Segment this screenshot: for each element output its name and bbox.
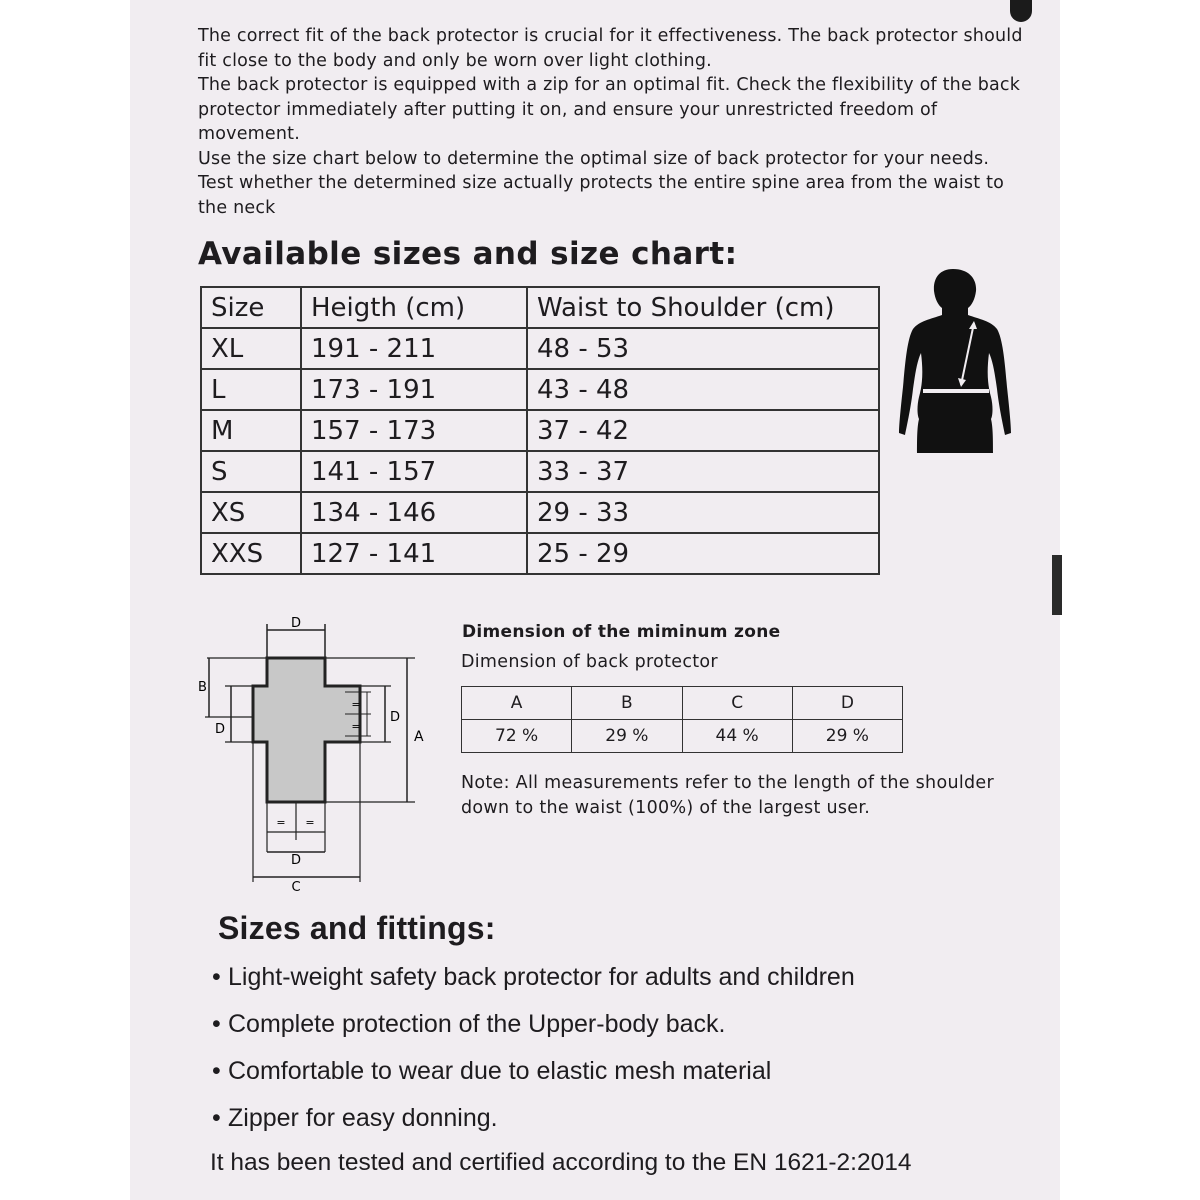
- waist-shoulder-cell: 29 - 33: [527, 492, 879, 533]
- height-cell: 157 - 173: [301, 410, 527, 451]
- dimension-title: Dimension of the miminum zone: [462, 622, 781, 642]
- dimension-header-row: [462, 687, 903, 720]
- dim-header-b: B: [572, 687, 682, 720]
- dim-header-a: A: [462, 687, 572, 720]
- body-silhouette-icon: [895, 265, 1015, 455]
- intro-paragraph-fit: The correct fit of the back protector is crucial for it effectiveness. The back protector should fit close to the body and only be worn over light clothing.: [198, 26, 1023, 71]
- label-d-left: D: [215, 722, 226, 737]
- waist-shoulder-cell: 43 - 48: [527, 369, 879, 410]
- dimension-subtitle: Dimension of back protector: [461, 652, 718, 672]
- list-item-text: Zipper for easy donning.: [228, 1104, 498, 1132]
- measurement-note: Note: All measurements refer to the length of the shoulder down to the waist (100%) of the largest user.: [461, 773, 994, 818]
- header-waist-shoulder: Waist to Shoulder (cm): [527, 287, 879, 328]
- dim-value-b: 29 %: [572, 720, 682, 753]
- certification-statement: It has been tested and certified according to the EN 1621-2:2014: [210, 1149, 912, 1176]
- list-item: [212, 1101, 855, 1148]
- height-cell: 191 - 211: [301, 328, 527, 369]
- fittings-list: [212, 960, 855, 1148]
- list-item-text: Light-weight safety back protector for adults and children: [228, 963, 855, 991]
- dimension-table: [461, 686, 903, 753]
- dimension-value-row: [462, 720, 903, 753]
- height-cell: 141 - 157: [301, 451, 527, 492]
- hang-hole: [1010, 0, 1032, 22]
- table-row: [201, 410, 879, 451]
- label-a: A: [414, 729, 424, 745]
- list-item: [212, 1054, 855, 1101]
- height-cell: 127 - 141: [301, 533, 527, 574]
- table-row: [201, 533, 879, 574]
- svg-text:=: =: [351, 720, 361, 733]
- dim-value-c: 44 %: [682, 720, 792, 753]
- size-cell: L: [201, 369, 301, 410]
- dim-value-a: 72 %: [462, 720, 572, 753]
- waist-shoulder-cell: 48 - 53: [527, 328, 879, 369]
- list-item-text: Complete protection of the Upper-body back.: [228, 1010, 726, 1038]
- size-chart-heading: Available sizes and size chart:: [198, 236, 738, 272]
- dim-header-d: D: [792, 687, 902, 720]
- dim-header-c: C: [682, 687, 792, 720]
- bullet-icon: •: [212, 963, 221, 991]
- table-row: [201, 328, 879, 369]
- size-chart-header-row: [201, 287, 879, 328]
- list-item: [212, 1007, 855, 1054]
- intro-text: [198, 24, 1028, 220]
- size-cell: XS: [201, 492, 301, 533]
- svg-text:=: =: [305, 816, 315, 829]
- list-item: [212, 960, 855, 1007]
- header-height: Heigth (cm): [301, 287, 527, 328]
- size-cell: M: [201, 410, 301, 451]
- waist-shoulder-cell: 25 - 29: [527, 533, 879, 574]
- label-d-bottom: D: [290, 853, 302, 868]
- edge-notch: [1052, 555, 1062, 615]
- waist-shoulder-cell: 33 - 37: [527, 451, 879, 492]
- back-protector-diagram: [195, 612, 445, 897]
- bullet-icon: •: [212, 1104, 221, 1132]
- intro-paragraph-size-chart: Use the size chart below to determine the optimal size of back protector for your needs. Test whether the determined size actually protects the entire spine area from the waist to the neck: [198, 148, 1005, 218]
- bullet-icon: •: [212, 1057, 221, 1085]
- waist-line: [923, 389, 989, 393]
- size-chart-table: [200, 286, 880, 575]
- fittings-heading: Sizes and fittings:: [218, 910, 496, 946]
- table-row: [201, 492, 879, 533]
- header-size: Size: [201, 287, 301, 328]
- list-item-text: Comfortable to wear due to elastic mesh material: [228, 1057, 772, 1085]
- svg-text:=: =: [351, 698, 361, 711]
- size-cell: XXS: [201, 533, 301, 574]
- label-d-top: D: [290, 616, 302, 631]
- label-b: B: [198, 680, 207, 695]
- intro-paragraph-zip: The back protector is equipped with a zip for an optimal fit. Check the flexibility of the back protector immediately after putting it on, and ensure your unrestricted freedom of movement.: [198, 75, 1021, 144]
- size-cell: S: [201, 451, 301, 492]
- height-cell: 173 - 191: [301, 369, 527, 410]
- height-cell: 134 - 146: [301, 492, 527, 533]
- waist-shoulder-cell: 37 - 42: [527, 410, 879, 451]
- dim-value-d: 29 %: [792, 720, 902, 753]
- svg-text:=: =: [276, 816, 286, 829]
- bullet-icon: •: [212, 1010, 221, 1038]
- table-row: [201, 451, 879, 492]
- table-row: [201, 369, 879, 410]
- label-c: C: [291, 880, 301, 895]
- label-d-right: D: [390, 710, 401, 725]
- size-cell: XL: [201, 328, 301, 369]
